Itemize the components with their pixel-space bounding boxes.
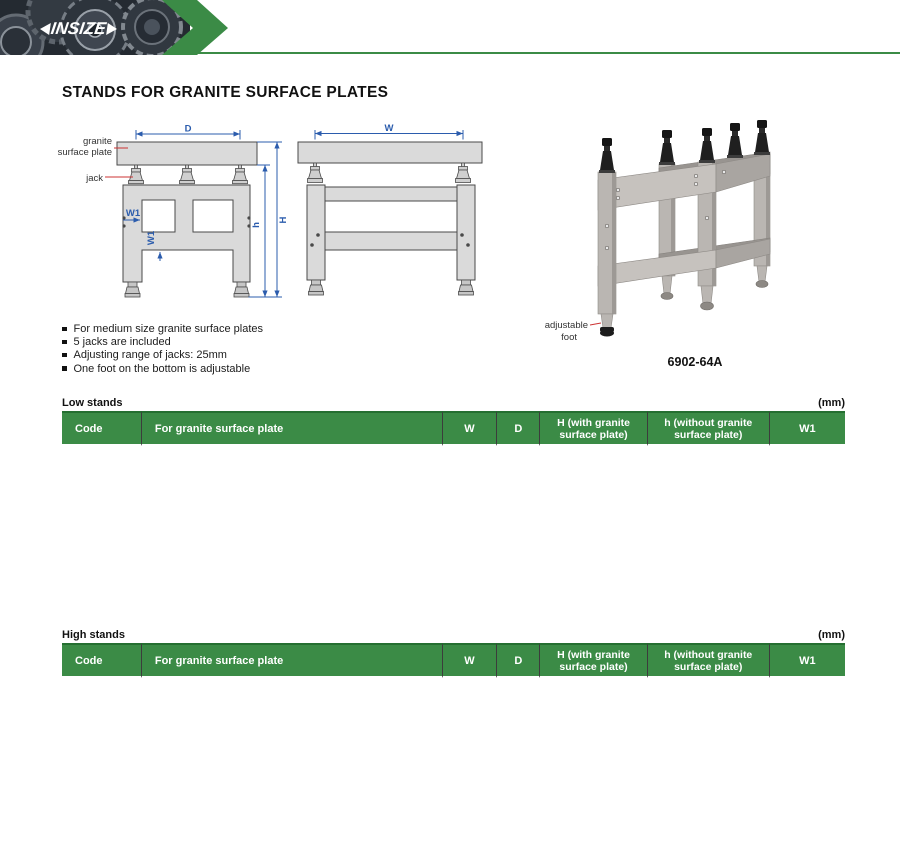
feature-item bbox=[62, 363, 263, 376]
foot-shape bbox=[125, 282, 140, 297]
col-header-h-without: h (without granite surface plate) bbox=[648, 643, 770, 678]
adjustable-foot-label-line2: foot bbox=[561, 332, 577, 343]
foot-shape bbox=[309, 280, 324, 295]
adjustable-foot-label-line1: adjustable bbox=[544, 320, 588, 331]
stand-window bbox=[193, 200, 233, 232]
jack-shape bbox=[754, 120, 770, 155]
leg-shape bbox=[457, 185, 475, 280]
feature-item bbox=[62, 349, 263, 362]
jack-shape bbox=[180, 165, 195, 184]
dim-label-h-without: h bbox=[251, 222, 262, 228]
high-stands-label: High stands bbox=[62, 629, 125, 641]
logo-text: INSIZE bbox=[49, 19, 108, 38]
granite-plate-label-line2: surface plate bbox=[57, 147, 112, 158]
foot-shape bbox=[234, 282, 249, 297]
feature-text: For medium size granite surface plates bbox=[73, 323, 264, 335]
insize-logo bbox=[39, 19, 119, 39]
jack-shape bbox=[308, 163, 323, 183]
dim-label-w1-rail: W1 bbox=[146, 230, 157, 246]
feature-text: Adjusting range of jacks: 25mm bbox=[73, 349, 227, 362]
bullet-square-icon bbox=[62, 353, 67, 358]
jack-shape bbox=[233, 165, 248, 184]
jack-shape bbox=[129, 165, 144, 184]
jack-shape bbox=[456, 163, 471, 183]
granite-plate-shape bbox=[117, 142, 257, 165]
low-stands-table bbox=[62, 411, 845, 446]
col-header-w1: W1 bbox=[770, 411, 845, 446]
unit-label: (mm) bbox=[818, 629, 845, 641]
green-chevron-decoration bbox=[150, 0, 230, 55]
stand-window bbox=[142, 200, 175, 232]
dim-label-w1-wall: W1 bbox=[125, 208, 141, 219]
col-header-w1: W1 bbox=[770, 643, 845, 678]
high-stands-table bbox=[62, 643, 845, 678]
side-view-diagram bbox=[293, 123, 508, 323]
front-view-diagram bbox=[35, 123, 290, 323]
product-code-caption: 6902-64A bbox=[667, 355, 723, 369]
feature-list bbox=[62, 323, 263, 376]
col-header-h-without: h (without granite surface plate) bbox=[648, 411, 770, 446]
col-header-w: W bbox=[443, 411, 498, 446]
dim-label-d: D bbox=[184, 123, 192, 135]
col-header-plate: For granite surface plate bbox=[142, 411, 443, 446]
col-header-H-with: H (with granite surface plate) bbox=[540, 643, 647, 678]
col-header-w: W bbox=[443, 643, 498, 678]
foot-shape bbox=[459, 280, 474, 295]
jack-shape bbox=[659, 130, 675, 165]
col-header-plate: For granite surface plate bbox=[142, 643, 443, 678]
jack-shape bbox=[727, 123, 743, 158]
lower-rail-shape bbox=[321, 232, 461, 250]
top-rail-shape bbox=[321, 187, 461, 201]
feature-text: 5 jacks are included bbox=[73, 336, 171, 349]
dim-label-h-with: H bbox=[278, 216, 289, 224]
product-photo bbox=[520, 118, 820, 358]
granite-plate-label-line1: granite bbox=[82, 136, 112, 147]
bullet-square-icon bbox=[62, 340, 67, 345]
high-stands-section bbox=[62, 626, 845, 678]
table-header-row bbox=[62, 643, 845, 678]
col-header-H-with: H (with granite surface plate) bbox=[540, 411, 647, 446]
jack-shape bbox=[599, 138, 615, 173]
col-header-code: Code bbox=[62, 411, 142, 446]
feature-item bbox=[62, 336, 263, 349]
leg-shape bbox=[307, 185, 325, 280]
page-title: STANDS FOR GRANITE SURFACE PLATES bbox=[62, 84, 389, 101]
feature-item bbox=[62, 323, 263, 336]
jack-label: jack bbox=[86, 173, 103, 184]
low-stands-section bbox=[62, 394, 845, 446]
dim-label-w: W bbox=[384, 123, 394, 134]
feature-text: One foot on the bottom is adjustable bbox=[73, 362, 251, 375]
high-stands-label-row bbox=[62, 626, 845, 641]
granite-plate-shape bbox=[298, 142, 482, 163]
col-header-code: Code bbox=[62, 643, 142, 678]
col-header-d: D bbox=[497, 643, 540, 678]
jack-shape bbox=[699, 128, 715, 163]
low-stands-label: Low stands bbox=[62, 397, 123, 409]
low-stands-label-row bbox=[62, 394, 845, 409]
logo-right-arrow-icon bbox=[106, 23, 118, 35]
bullet-square-icon bbox=[62, 366, 67, 371]
bullet-square-icon bbox=[62, 327, 67, 332]
col-header-d: D bbox=[497, 411, 540, 446]
header-banner bbox=[0, 0, 900, 56]
unit-label: (mm) bbox=[818, 397, 845, 409]
table-header-row bbox=[62, 411, 845, 446]
